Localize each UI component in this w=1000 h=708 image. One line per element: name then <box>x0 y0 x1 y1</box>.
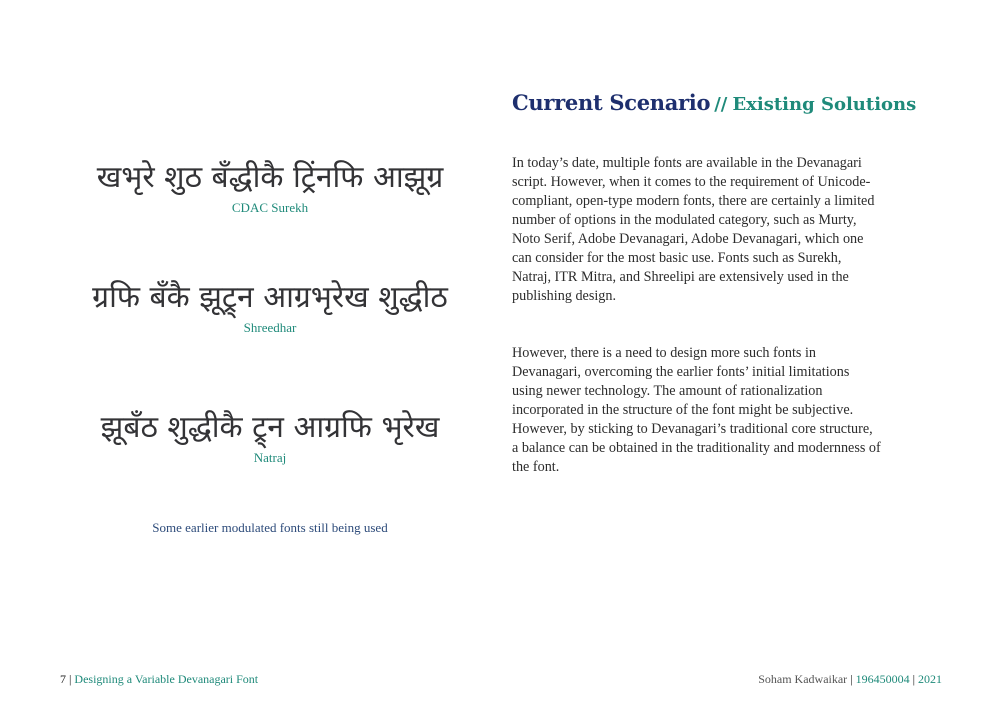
specimen-caption: Natraj <box>253 450 287 465</box>
specimen-text: खभृरे शुठ बँद्धीकै ट्रिंनफि आझूग्र <box>96 160 444 195</box>
footer-author: Soham Kadwaikar <box>758 672 848 686</box>
paragraph-1: In today’s date, multiple fonts are available in the Devanagari script. However, when it comes to the requirement of Unicode-compliant, open-type modern fonts, there are certainly a limited number of options in the modulated category, such as Murty, Noto Serif, Adobe Devanagari, Adobe Devanagari, which one can consider for the most basic use. Fonts such as Surekh, Natraj, ITR Mitra, and Shreelipi are extensively used in the publishing design. <box>512 155 875 304</box>
separator: | <box>69 672 72 686</box>
specimen-shreedhar <box>60 278 480 336</box>
heading-separator: // <box>714 94 728 115</box>
footer-left <box>60 672 258 687</box>
footer-year: 2021 <box>918 672 942 686</box>
paragraph-2: However, there is a need to design more such fonts in Devanagari, overcoming the earlier fonts’ initial limitations using newer technology. The amount of rationalization incorporated in the structure of the font might be subjective. However, by sticking to Devanagari’s traditional core structure, a balance can be obtained in the traditionality and modernness of the font. <box>512 345 881 475</box>
specimen-text: झूबँठ शुद्धीकै ट्र्न आग्रफि भृरेख <box>100 410 440 445</box>
heading-subtitle: Existing Solutions <box>732 94 917 115</box>
separator: | <box>850 672 853 686</box>
figure-caption: Some earlier modulated fonts still being used <box>152 520 388 535</box>
heading-main: Current Scenario <box>512 90 711 115</box>
specimen-caption: CDAC Surekh <box>231 200 309 215</box>
specimen-natraj <box>60 408 480 466</box>
page-number: 7 <box>60 672 66 686</box>
specimen-surekh <box>60 158 480 216</box>
footer-right <box>758 672 942 687</box>
footer-title: Designing a Variable Devanagari Font <box>74 672 259 686</box>
footer-id: 196450004 <box>855 672 910 686</box>
separator: | <box>912 672 915 686</box>
section-heading <box>512 90 916 115</box>
specimen-caption: Shreedhar <box>243 320 297 335</box>
specimen-text: ग्रफि बँकै झूट्र्न आग्रभृरेख शुद्धीठ <box>92 280 448 315</box>
